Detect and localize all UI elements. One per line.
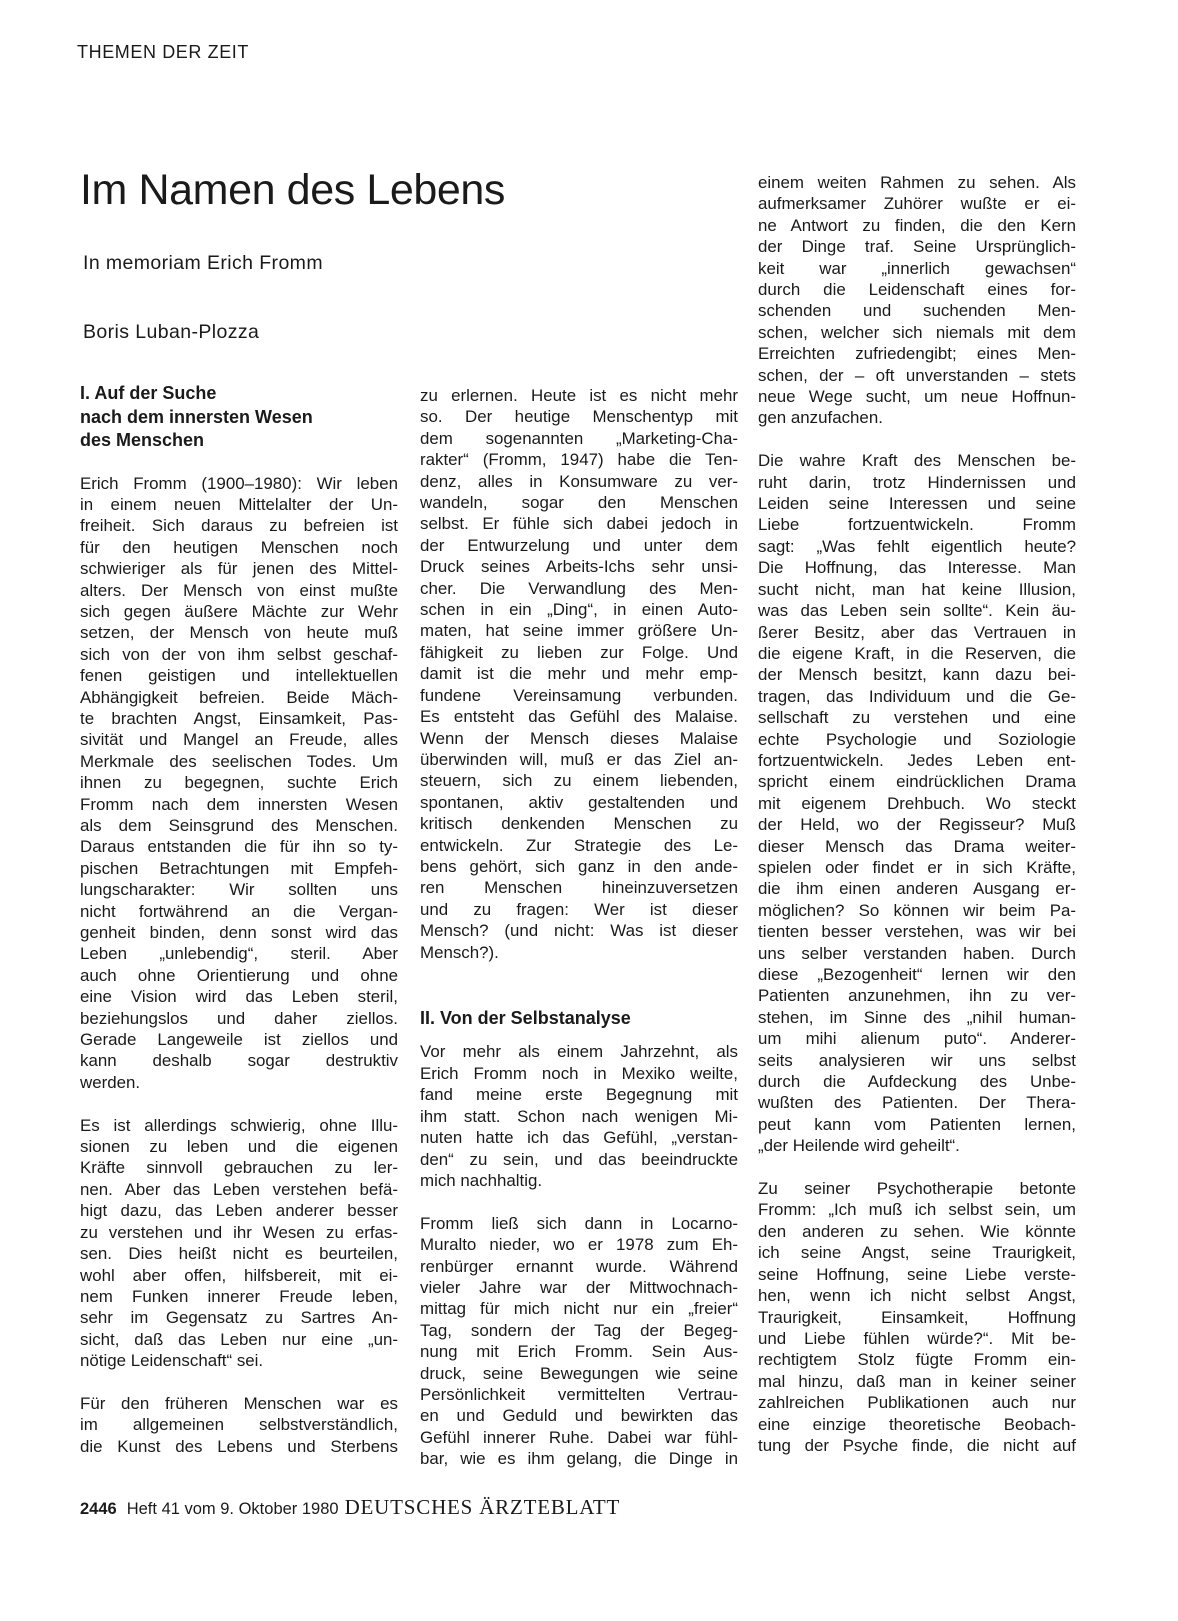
text-line: wußten des Patienten. Der Thera- — [758, 1093, 1076, 1113]
text-line: Gerade Langeweile ist ziellos und — [80, 1030, 398, 1050]
text-line: Es entsteht das Gefühl des Malaise. — [420, 707, 738, 727]
journal-name: DEUTSCHES ÄRZTEBLATT — [344, 1495, 621, 1519]
text-line: nicht fortwährend an die Vergan- — [80, 901, 398, 921]
text-line: sehr im Gegensatz zu Sartres An- — [80, 1308, 398, 1328]
text-line: ihm statt. Schon nach wenigen Mi- — [420, 1106, 738, 1126]
text-line: Fromm nach dem innersten Wesen — [80, 794, 398, 814]
text-line: seine Hoffnung, seine Liebe verste- — [758, 1264, 1076, 1284]
article-subtitle: In memoriam Erich Fromm — [83, 252, 323, 274]
text-line: und Liebe fühlen würde?“. Mit be- — [758, 1328, 1076, 1348]
text-line: Die wahre Kraft des Menschen be- — [758, 451, 1076, 471]
text-line: Mensch? (und nicht: Was ist dieser — [420, 921, 738, 941]
text-line: Fromm: „Ich muß ich selbst sein, um — [758, 1200, 1076, 1220]
text-line: pischen Betrachtungen mit Empfeh- — [80, 858, 398, 878]
text-line: zu erlernen. Heute ist es nicht mehr — [420, 386, 738, 405]
text-line: mich nachhaltig. — [420, 1170, 543, 1190]
text-line: te brachten Angst, Einsamkeit, Pas- — [80, 708, 398, 728]
text-line: fand meine erste Begegnung mit — [420, 1085, 738, 1105]
text-line: wandeln, sogar den Menschen — [420, 493, 738, 513]
article-title: Im Namen des Lebens — [80, 166, 506, 214]
text-line: nen. Aber das Leben verstehen befä- — [80, 1179, 398, 1199]
text-line: Wenn der Mensch dieses Malaise — [420, 728, 738, 748]
text-line: dieser Mensch das Drama weiter- — [758, 836, 1076, 856]
paragraph — [758, 1178, 1076, 1456]
text-line: renbürger ernannt wurde. Während — [420, 1256, 738, 1276]
text-line: rechtigtem Stolz fügte Fromm ein- — [758, 1350, 1076, 1370]
paragraph — [758, 450, 1076, 1156]
text-line: wohl aber offen, hilfsbereit, mit ei- — [80, 1265, 398, 1285]
text-line: nötige Leidenschaft“ sei. — [80, 1351, 264, 1371]
text-line: dem sogenannten „Marketing-Cha- — [420, 428, 738, 448]
text-line: ruht darin, trotz Hindernissen und — [758, 472, 1076, 492]
column-3 — [758, 172, 1076, 1456]
text-line: mittag für mich nicht nur ein „freier“ — [420, 1299, 738, 1319]
text-line: druck, seine Bewegungen wie seine — [420, 1363, 738, 1383]
text-line: einem weiten Rahmen zu sehen. Als — [758, 173, 1076, 192]
text-line: bens gehört, sich ganz in den ande- — [420, 856, 738, 876]
paragraph — [420, 1213, 738, 1470]
article-author: Boris Luban-Plozza — [83, 321, 260, 343]
text-line: seits analysieren wir uns selbst — [758, 1050, 1076, 1070]
text-line: sionen zu leben und die eigenen — [80, 1137, 398, 1157]
text-line: stehen, im Sinne des „nihil human- — [758, 1007, 1076, 1027]
paragraph — [80, 473, 398, 1094]
section-label: THEMEN DER ZEIT — [77, 42, 250, 62]
text-line: sivität und Mangel an Freude, alles — [80, 730, 398, 750]
text-line: die ihm einen anderen Ausgang er- — [758, 879, 1076, 899]
text-line: peut kann vom Patienten lernen, — [758, 1114, 1076, 1134]
text-line: der Held, wo der Regisseur? Muß — [758, 815, 1076, 835]
text-line: selbst. Er fühle sich dabei jedoch in — [420, 514, 738, 534]
text-line: Persönlichkeit vermittelten Vertrau- — [420, 1384, 738, 1404]
text-line: gen anzufachen. — [758, 408, 883, 428]
paragraph — [420, 385, 738, 963]
text-line: ihnen zu begegnen, suchte Erich — [80, 773, 398, 793]
text-line: freiheit. Sich daraus zu befreien ist — [80, 516, 398, 536]
text-line: Vor mehr als einem Jahrzehnt, als — [420, 1042, 738, 1062]
text-line: ren Menschen hineinzuversetzen — [420, 878, 738, 898]
text-line: uns selber verstanden haben. Durch — [758, 943, 1076, 963]
text-line: möglichen? So können wir beim Pa- — [758, 900, 1076, 920]
text-line: Fromm ließ sich dann in Locarno- — [420, 1213, 738, 1233]
paragraph — [80, 1393, 398, 1457]
text-line: nem Funken innerer Freude leben, — [80, 1286, 398, 1306]
text-line: für den heutigen Menschen noch — [80, 537, 398, 557]
text-line: nung mit Erich Fromm. Sein Aus- — [420, 1342, 738, 1362]
text-line: zahlreichen Publikationen auch nur — [758, 1393, 1076, 1413]
text-line: Gefühl innerer Ruhe. Dabei war fühl- — [420, 1427, 738, 1447]
text-line: Für den früheren Menschen war es — [80, 1393, 398, 1413]
text-line: mit eigenem Drehbuch. Wo steckt — [758, 793, 1076, 813]
text-line: fundene Vereinsamung verbunden. — [420, 685, 738, 705]
text-line: um mihi alienum puto“. Anderer- — [758, 1029, 1076, 1049]
text-line: und zu fragen: Wer ist dieser — [420, 899, 738, 919]
text-line: in einem neuen Mittelalter der Un- — [80, 494, 398, 514]
text-line: schen, der – oft unverstanden – stets — [758, 365, 1076, 385]
page-footer — [80, 1495, 620, 1520]
text-line: lungscharakter: Wir sollten uns — [80, 880, 398, 900]
text-line: Traurigkeit, Einsamkeit, Hoffnung — [758, 1307, 1076, 1327]
text-line: Zu seiner Psychotherapie betonte — [758, 1179, 1076, 1199]
text-line: genheit binden, denn sonst wird das — [80, 923, 398, 943]
text-line: des Menschen — [80, 430, 205, 450]
text-line: spielen oder findet er in sich Kräfte, — [758, 857, 1076, 877]
text-line: entwickeln. Zur Strategie des Le- — [420, 835, 738, 855]
text-line: Merkmale des seelischen Todes. Um — [80, 751, 398, 771]
text-line: ne Antwort zu finden, die den Kern — [758, 215, 1076, 235]
section-heading-2: II. Von der Selbstanalyse — [420, 1007, 631, 1028]
text-line: fortzuentwickeln. Jedes Leben ent- — [758, 750, 1076, 770]
text-line: damit ist die mehr und mehr emp- — [420, 664, 738, 684]
text-line: tragen, das Individuum und die Ge- — [758, 686, 1076, 706]
text-line: „der Heilende wird geheilt“. — [758, 1136, 960, 1156]
text-line: zu verstehen und ihr Wesen zu erfas- — [80, 1222, 398, 1242]
text-line: Tag, sondern der Tag der Begeg- — [420, 1320, 738, 1340]
text-line: Muralto nieder, wo er 1978 zum Eh- — [420, 1235, 738, 1255]
text-line: der Entwurzelung und unter dem — [420, 535, 738, 555]
text-line: spontanen, aktiv gestaltenden und — [420, 792, 738, 812]
page-number: 2446 — [80, 1500, 117, 1518]
column-1 — [80, 382, 398, 1457]
text-line: maten, hat seine immer größere Un- — [420, 621, 738, 641]
text-line: so. Der heutige Menschentyp mit — [420, 407, 738, 427]
text-line: sucht nicht, man hat keine Illusion, — [758, 579, 1076, 599]
text-line: steuern, sich zu einem liebenden, — [420, 771, 738, 791]
text-line: denz, alles in Konsumware zu ver- — [420, 471, 738, 491]
text-line: als dem Seinsgrund des Menschen. — [80, 816, 398, 835]
paragraph — [758, 172, 1076, 429]
text-line: Druck seines Arbeits-Ichs sehr unsi- — [420, 557, 738, 577]
text-line: im allgemeinen selbstverständlich, — [80, 1415, 398, 1435]
text-line: eine einzige theoretische Beobach- — [758, 1414, 1076, 1434]
text-line: den“ zu sein, und das beeindruckte — [420, 1149, 738, 1169]
text-line: fenen geistigen und intellektuellen — [80, 666, 398, 686]
text-line: en und Geduld und bewirkten das — [420, 1406, 738, 1426]
paragraph — [420, 1041, 738, 1191]
text-line: werden. — [80, 1072, 141, 1092]
text-line: schwieriger als für jenen des Mittel- — [80, 559, 398, 579]
issue-info: Heft 41 vom 9. Oktober 1980 — [126, 1500, 339, 1518]
text-line: higt dazu, das Leben anderer besser — [80, 1201, 398, 1221]
text-line: keit war „innerlich gewachsen“ — [758, 258, 1076, 278]
text-line: überwinden will, muß er das Ziel an- — [420, 749, 738, 769]
text-line: fähigkeit zu lieben zur Folge. Und — [420, 642, 738, 662]
text-line: rakter“ (Fromm, 1947) habe die Ten- — [420, 450, 738, 470]
text-line: Erreichten zufriedengibt; eines Men- — [758, 344, 1076, 364]
text-line: vieler Jahre war der Mittwochnach- — [420, 1277, 738, 1297]
text-line: schen, welcher sich niemals mit dem — [758, 322, 1076, 342]
text-line: der Dinge traf. Seine Ursprünglich- — [758, 237, 1076, 257]
text-line: sich gegen äußere Mächte zur Wehr — [80, 601, 398, 621]
text-line: sagt: „Was fehlt eigentlich heute? — [758, 536, 1076, 556]
text-line: sicht, daß das Leben nur eine „un- — [80, 1329, 398, 1349]
text-line: durch die Aufdeckung des Unbe- — [758, 1072, 1076, 1092]
text-line: I. Auf der Suche — [80, 383, 217, 403]
text-line: mal hinzu, daß man in keiner seiner — [758, 1371, 1076, 1391]
text-line: den anderen zu sehen. Wie könnte — [758, 1221, 1076, 1241]
text-line: eine Vision wird das Leben steril, — [80, 987, 398, 1007]
text-line: Mensch?). — [420, 942, 499, 962]
text-line: Daraus entstanden die für ihn so ty- — [80, 837, 398, 857]
text-line: die eigene Kraft, in die Reserven, die — [758, 643, 1076, 663]
text-line: Kräfte sinnvoll gebrauchen zu ler- — [80, 1158, 398, 1178]
text-line: ich seine Angst, seine Traurigkeit, — [758, 1243, 1076, 1263]
section-heading-1 — [80, 382, 398, 453]
text-line: alters. Der Mensch von einst mußte — [80, 580, 398, 600]
text-line: tung der Psyche finde, die nicht auf — [758, 1435, 1076, 1455]
text-line: bar, wie es ihm gelang, die Dinge in — [420, 1449, 738, 1469]
text-line: Leiden seine Interessen und seine — [758, 494, 1076, 514]
text-line: der Mensch besitzt, kann dazu bei- — [758, 665, 1076, 685]
text-line: diese „Bezogenheit“ lernen wir den — [758, 965, 1076, 985]
text-line: cher. Die Verwandlung des Men- — [420, 578, 738, 598]
text-line: ßerer Besitz, aber das Vertrauen in — [758, 622, 1076, 642]
text-line: was das Leben sein sollte“. Kein äu- — [758, 601, 1076, 621]
text-line: auch ohne Orientierung und ohne — [80, 965, 398, 985]
text-line: Abhängigkeit befreien. Beide Mäch- — [80, 687, 398, 707]
text-line: nuten hatte ich das Gefühl, „verstan- — [420, 1128, 738, 1148]
paragraph — [80, 1115, 398, 1372]
text-line: Leben „unlebendig“, steril. Aber — [80, 944, 398, 964]
text-line: durch die Leidenschaft eines for- — [758, 280, 1076, 300]
text-line: Erich Fromm (1900–1980): Wir leben — [80, 473, 398, 493]
text-line: Es ist allerdings schwierig, ohne Illu- — [80, 1115, 398, 1135]
text-line: sen. Dies heißt nicht es beurteilen, — [80, 1244, 398, 1264]
text-line: spricht einem eindrücklichen Drama — [758, 772, 1076, 792]
text-line: die Kunst des Lebens und Sterbens — [80, 1436, 398, 1456]
text-line: sellschaft zu verstehen und eine — [758, 708, 1076, 728]
text-line: schenden und suchenden Men- — [758, 301, 1076, 321]
text-line: echte Psychologie und Soziologie — [758, 729, 1076, 749]
text-line: beziehungslos und daher ziellos. — [80, 1008, 398, 1028]
text-line: aufmerksamer Zuhörer wußte er ei- — [758, 194, 1076, 214]
text-line: hen, wenn ich nicht selbst Angst, — [758, 1286, 1076, 1306]
text-line: neue Wege sucht, um neue Hoffnun- — [758, 387, 1076, 407]
text-line: sich von der von ihm selbst geschaf- — [80, 644, 398, 664]
text-line: setzen, der Mensch von heute muß — [80, 623, 398, 643]
text-line: tienten besser verstehen, was wir bei — [758, 922, 1076, 942]
text-line: schen in ein „Ding“, in einen Auto- — [420, 600, 738, 620]
column-2 — [420, 385, 738, 1470]
text-line: Die Hoffnung, das Interesse. Man — [758, 558, 1076, 578]
text-line: kritisch denkenden Menschen zu — [420, 814, 738, 834]
text-line: kann deshalb sogar destruktiv — [80, 1051, 398, 1071]
text-line: Erich Fromm noch in Mexiko weilte, — [420, 1063, 738, 1083]
text-line: Patienten anzunehmen, ihn zu ver- — [758, 986, 1076, 1006]
text-line: nach dem innersten Wesen — [80, 406, 313, 427]
text-line: Liebe fortzuentwickeln. Fromm — [758, 515, 1076, 535]
